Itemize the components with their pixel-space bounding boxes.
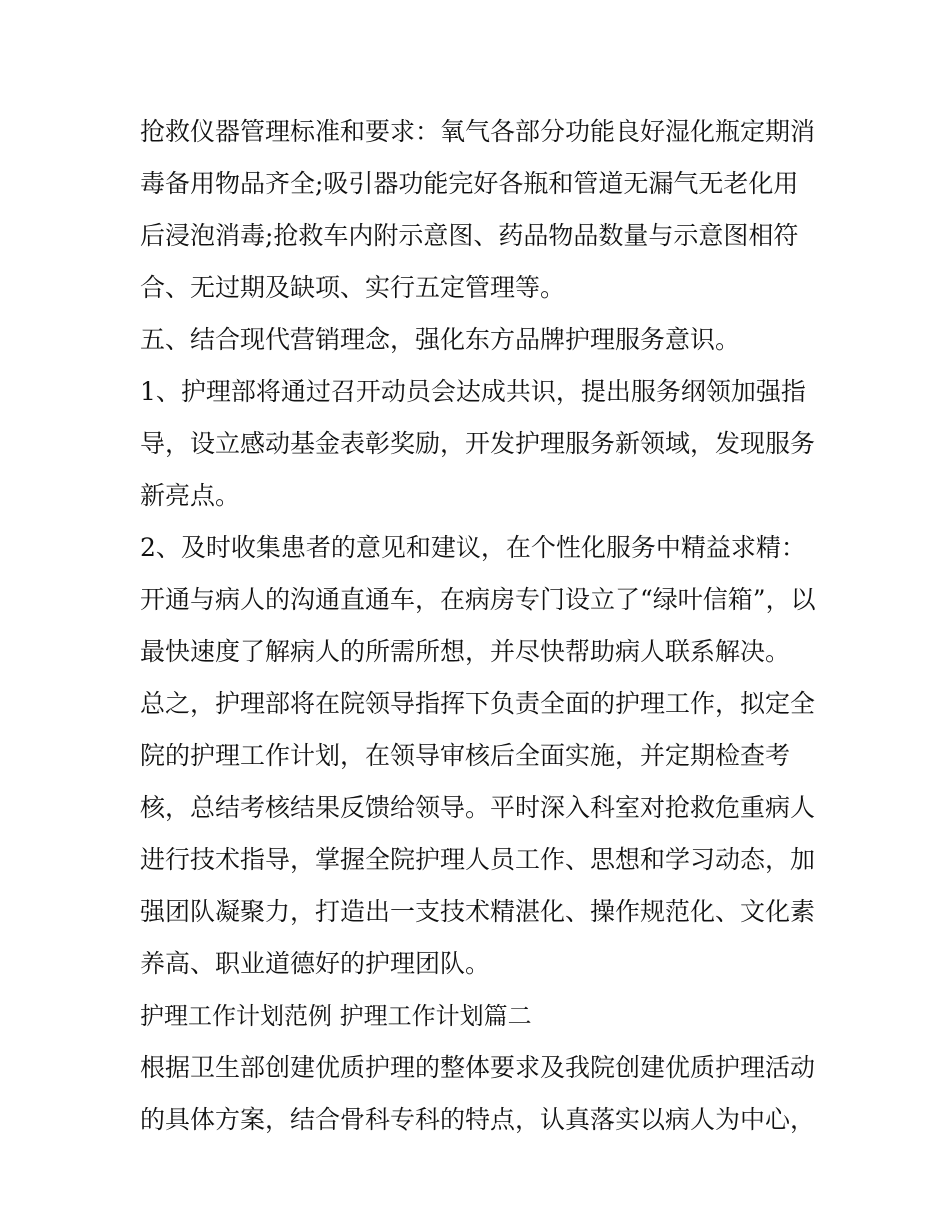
text-line: 最快速度了解病人的所需所想，并尽快帮助病人联系解决。 [140, 637, 791, 666]
text-line: 根据卫生部创建优质护理的整体要求及我院创建优质护理活动 [140, 1053, 816, 1082]
paragraph-article-two-intro [140, 1042, 820, 1146]
text-line: 护理工作计划范例 护理工作计划篇二 [140, 1002, 532, 1030]
list-item-1 [140, 366, 820, 522]
text-line: 五、结合现代营销理念，强化东方品牌护理服务意识。 [140, 325, 741, 354]
text-line: 2、及时收集患者的意见和建议，在个性化服务中精益求精： [140, 533, 806, 562]
document-body [140, 106, 820, 1146]
text-line: 毒备用物品齐全;吸引器功能完好各瓶和管道无漏气无老化用 [140, 169, 799, 198]
text-line: 院的护理工作计划，在领导审核后全面实施，并定期检查考 [140, 741, 791, 770]
text-line: 1、护理部将通过召开动员会达成共识，提出服务纲领加强指 [140, 377, 806, 406]
list-item-2 [140, 522, 820, 678]
text-line: 的具体方案，结合骨科专科的特点，认真落实以病人为中心， [140, 1105, 816, 1134]
text-line: 合、无过期及缺项、实行五定管理等。 [140, 273, 566, 302]
paragraph-summary [140, 678, 820, 990]
text-line: 进行技术指导，掌握全院护理人员工作、思想和学习动态，加 [140, 845, 816, 874]
text-line: 总之，护理部将在院领导指挥下负责全面的护理工作，拟定全 [140, 689, 816, 718]
text-line: 抢救仪器管理标准和要求：氧气各部分功能良好湿化瓶定期消 [140, 117, 816, 146]
text-line: 后浸泡消毒;抢救车内附示意图、药品物品数量与示意图相符 [140, 221, 799, 250]
text-line: 养高、职业道德好的护理团队。 [140, 949, 491, 978]
text-line: 强团队凝聚力，打造出一支技术精湛化、操作规范化、文化素 [140, 897, 816, 926]
section-five-heading [140, 314, 820, 366]
text-line: 开通与病人的沟通直通车，在病房专门设立了“绿叶信箱”，以 [140, 585, 816, 614]
text-line: 导，设立感动基金表彰奖励，开发护理服务新领域，发现服务 [140, 429, 816, 458]
article-two-title [140, 990, 820, 1042]
paragraph-rescue-equipment-standards [140, 106, 820, 314]
text-line: 核，总结考核结果反馈给领导。平时深入科室对抢救危重病人 [140, 793, 816, 822]
text-line: 新亮点。 [140, 481, 241, 510]
